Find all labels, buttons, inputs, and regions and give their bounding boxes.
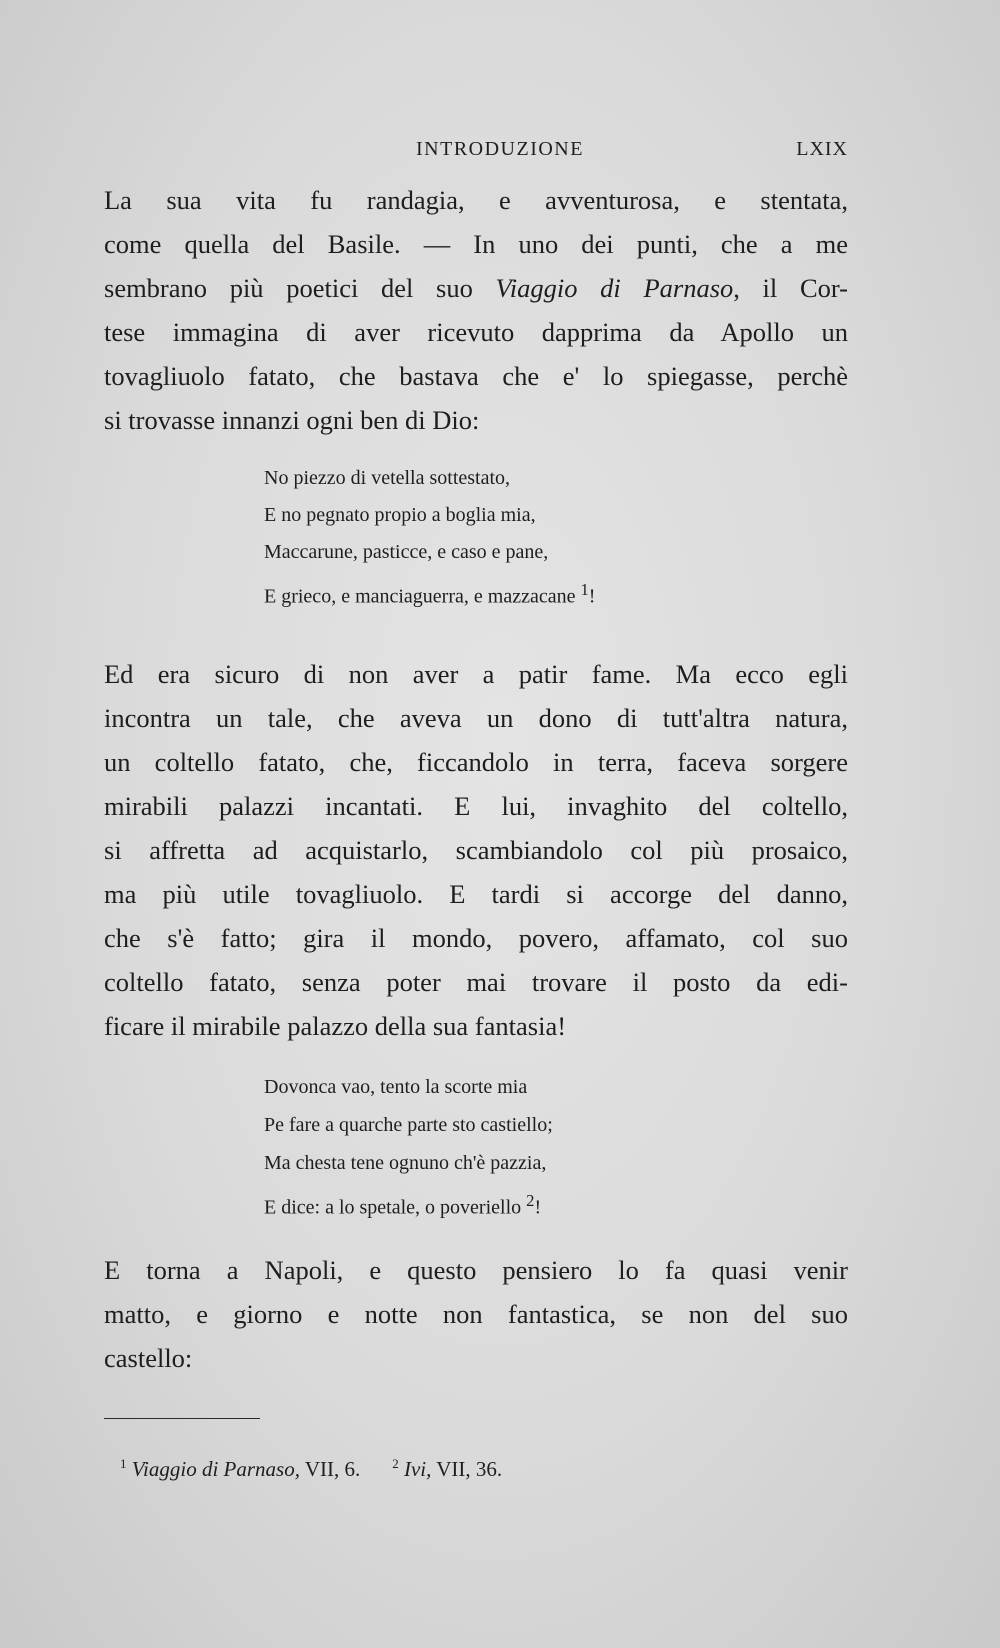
text-line bbox=[104, 266, 848, 310]
footnote-separator bbox=[104, 1418, 260, 1419]
text-line: mirabili palazzi incantati. E lui, invaghito del coltello, bbox=[104, 791, 848, 821]
page-header bbox=[0, 138, 1000, 166]
text-line: ficare il mirabile palazzo della sua fantasia! bbox=[104, 1011, 567, 1041]
verse-line: Maccarune, pasticce, e caso e pane, bbox=[264, 541, 549, 563]
verse-line: E no pegnato propio a boglia mia, bbox=[264, 504, 536, 526]
text-line: E torna a Napoli, e questo pensiero lo fa quasi venir bbox=[104, 1255, 848, 1285]
text-line: tese immagina di aver ricevuto dapprima da Apollo un bbox=[104, 317, 848, 347]
text-line: un coltello fatato, che, ficcandolo in terra, faceva sorgere bbox=[104, 747, 848, 777]
page-number: LXIX bbox=[796, 138, 848, 160]
verse-punct: ! bbox=[534, 1196, 542, 1219]
verse-line: Pe fare a quarche parte sto castiello; bbox=[264, 1114, 553, 1136]
text-line: incontra un tale, che aveva un dono di tutt'altra natura, bbox=[104, 703, 848, 733]
text-line: matto, e giorno e notte non fantastica, se non del suo bbox=[104, 1299, 848, 1329]
text-line: che s'è fatto; gira il mondo, povero, affamato, col suo bbox=[104, 923, 848, 953]
footnote-1 bbox=[120, 1457, 360, 1481]
text-line: come quella del Basile. — In uno dei punti, che a me bbox=[104, 229, 848, 259]
text-segment: , il Cor- bbox=[733, 273, 849, 303]
footnote-2 bbox=[392, 1457, 502, 1481]
verse-quote-1 bbox=[264, 460, 744, 616]
paragraph-3 bbox=[104, 1248, 848, 1380]
verse-line bbox=[264, 571, 744, 616]
text-line: si trovasse innanzi ogni ben di Dio: bbox=[104, 405, 480, 435]
verse-line: No piezzo di vetella sottestato, bbox=[264, 467, 511, 489]
running-title: INTRODUZIONE bbox=[416, 138, 584, 160]
footnote-ref: 2 bbox=[526, 1191, 535, 1210]
text-line: castello: bbox=[104, 1343, 193, 1373]
footnotes bbox=[120, 1456, 502, 1482]
text-line: ma più utile tovagliuolo. E tardi si accorge del danno, bbox=[104, 879, 848, 909]
text-line: La sua vita fu randagia, e avventurosa, e stentata, bbox=[104, 185, 848, 215]
text-line: si affretta ad acquistarlo, scambiandolo col più prosaico, bbox=[104, 835, 848, 865]
verse-punct: ! bbox=[588, 585, 596, 608]
text-line: coltello fatato, senza poter mai trovare il posto da edi- bbox=[104, 967, 848, 997]
footnote-ref-text: VII, 6. bbox=[299, 1457, 361, 1481]
verse-line bbox=[264, 1182, 744, 1227]
text-segment: sembrano più poetici del suo bbox=[104, 273, 496, 303]
text-line: tovagliuolo fatato, che bastava che e' lo spiegasse, perchè bbox=[104, 361, 848, 391]
verse-text: E grieco, e manciaguerra, e mazzacane bbox=[264, 585, 576, 608]
footnote-ref-text: VII, 36. bbox=[431, 1457, 503, 1481]
verse-quote-2 bbox=[264, 1068, 744, 1227]
footnote-title: Ivi, bbox=[403, 1457, 432, 1481]
paragraph-2 bbox=[104, 652, 848, 1048]
footnote-mark: 1 bbox=[120, 1456, 127, 1471]
footnote-mark: 2 bbox=[392, 1456, 399, 1471]
work-title: Viaggio di Parnaso bbox=[495, 273, 734, 303]
verse-text: E dice: a lo spetale, o poveriello bbox=[264, 1196, 522, 1219]
verse-line: Dovonca vao, tento la scorte mia bbox=[264, 1076, 528, 1098]
footnote-title: Viaggio di Parnaso, bbox=[131, 1457, 300, 1481]
paragraph-1 bbox=[104, 178, 848, 442]
footnote-ref: 1 bbox=[580, 580, 589, 599]
verse-line: Ma chesta tene ognuno ch'è pazzia, bbox=[264, 1152, 547, 1174]
text-line: Ed era sicuro di non aver a patir fame. Ma ecco egli bbox=[104, 659, 848, 689]
